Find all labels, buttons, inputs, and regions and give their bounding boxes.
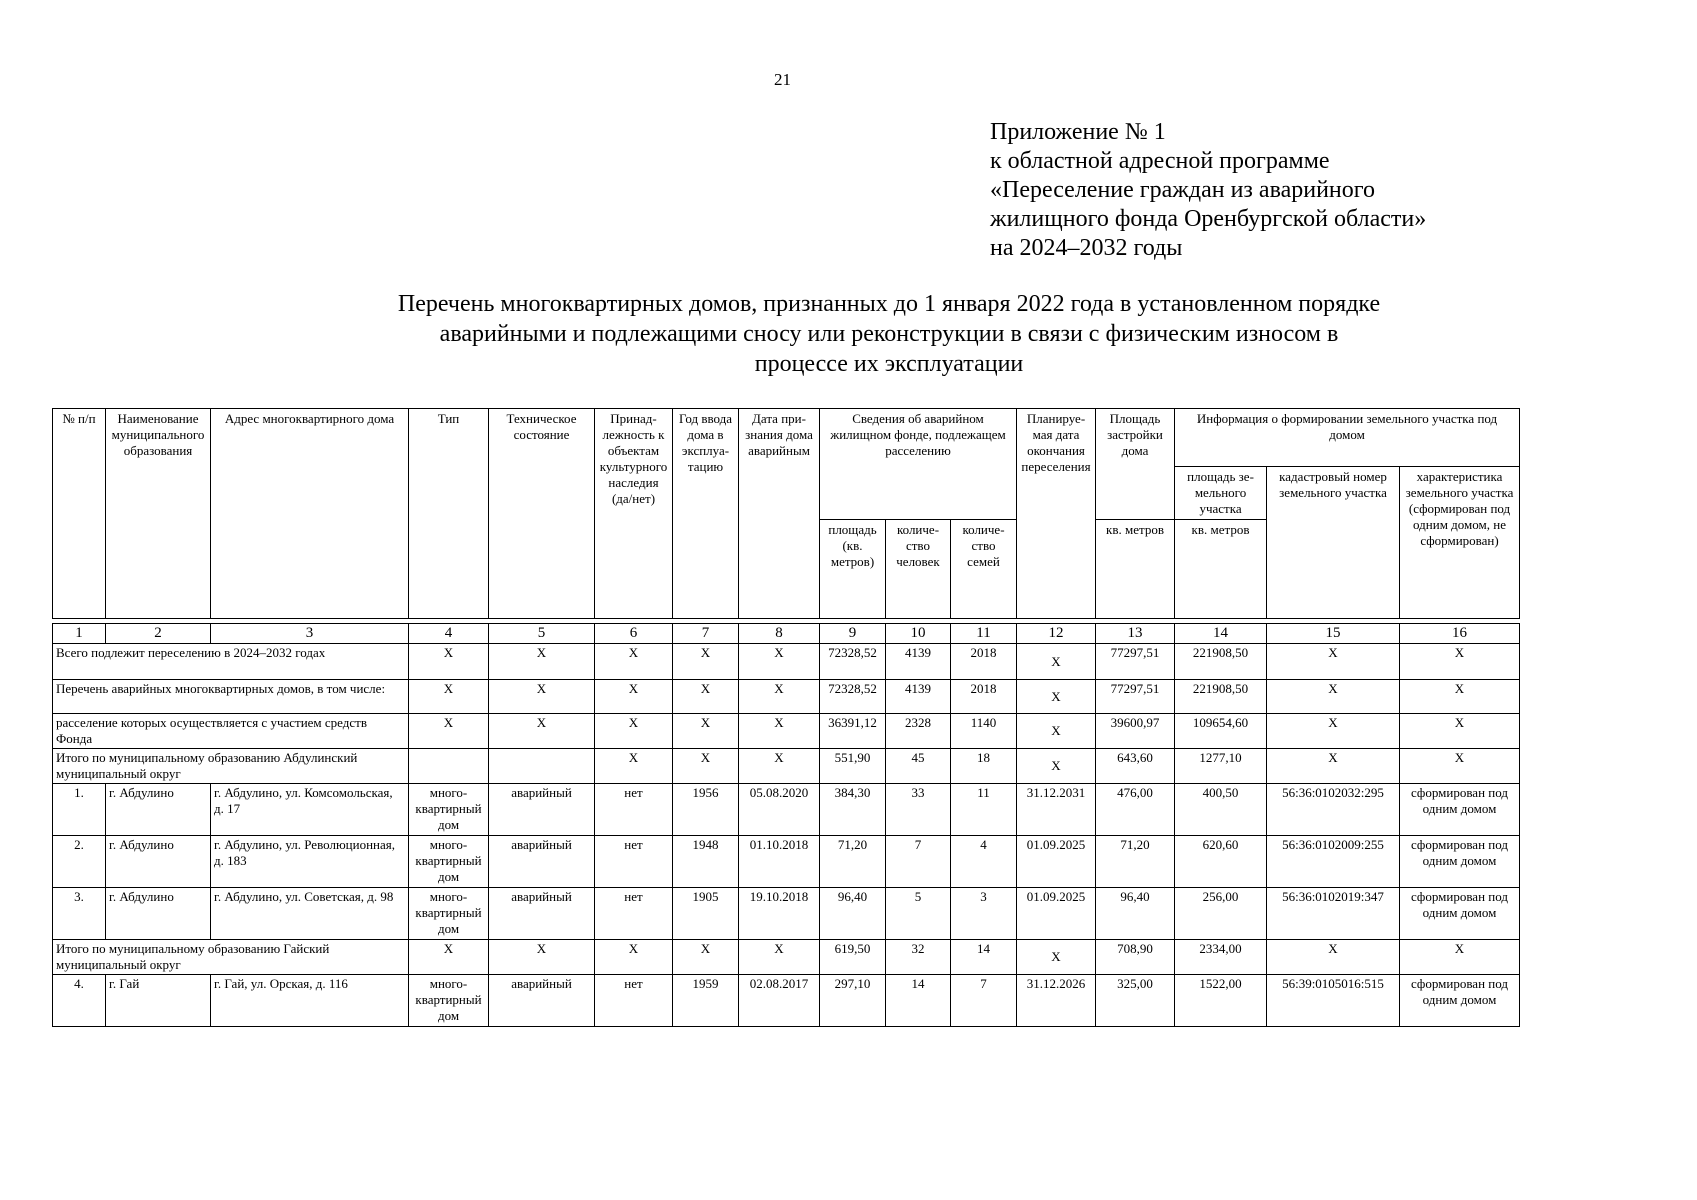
summary-cell-c8: Х: [739, 714, 820, 749]
summary-cell-c9: 36391,12: [820, 714, 886, 749]
row-address: г. Гай, ул. Орская, д. 116: [211, 975, 409, 1027]
summary-row: [53, 749, 1520, 784]
summary-cell-c11: 14: [951, 940, 1017, 975]
summary-cell-c13: 77297,51: [1096, 644, 1175, 680]
table-row: [53, 784, 1520, 836]
summary-label: Итого по муниципальному образованию Абдулинский муниципальный округ: [53, 749, 409, 784]
summary-cell-c9: 619,50: [820, 940, 886, 975]
summary-cell-c14: 2334,00: [1175, 940, 1267, 975]
column-number-cell: 16: [1400, 624, 1520, 644]
column-number-cell: 12: [1017, 624, 1096, 644]
row-cadastral: 56:36:0102019:347: [1267, 888, 1400, 940]
row-address: г. Абдулино, ул. Революционная, д. 183: [211, 836, 409, 888]
page-number: 21: [774, 70, 791, 89]
header-year: Год ввода дома в эксплуатацию: [673, 409, 739, 619]
summary-cell-c12: Х: [1017, 644, 1096, 680]
row-land-char: сформирован под одним домом: [1400, 975, 1520, 1027]
column-number-cell: 14: [1175, 624, 1267, 644]
row-land-char: сформирован под одним домом: [1400, 836, 1520, 888]
row-land-area: 1522,00: [1175, 975, 1267, 1027]
column-number-cell: 3: [211, 624, 409, 644]
summary-cell-c14: 109654,60: [1175, 714, 1267, 749]
row-year: 1905: [673, 888, 739, 940]
row-building-area: 71,20: [1096, 836, 1175, 888]
row-area: 71,20: [820, 836, 886, 888]
summary-cell-c11: 18: [951, 749, 1017, 784]
row-heritage: нет: [595, 836, 673, 888]
column-number-cell: 7: [673, 624, 739, 644]
column-number-cell: 15: [1267, 624, 1400, 644]
houses-table: [52, 408, 1519, 1027]
summary-cell-c11: 2018: [951, 680, 1017, 714]
summary-row: [53, 714, 1520, 749]
header-land-area: площадь земельного участка: [1175, 467, 1267, 520]
column-number-cell: 5: [489, 624, 595, 644]
row-people: 33: [886, 784, 951, 836]
summary-cell-c4: Х: [409, 644, 489, 680]
row-land-area: 256,00: [1175, 888, 1267, 940]
summary-label: расселение которых осуществляется с участием средств Фонда: [53, 714, 409, 749]
summary-cell-c5: Х: [489, 680, 595, 714]
summary-cell-c9: 72328,52: [820, 680, 886, 714]
table-row: [53, 975, 1520, 1027]
summary-cell-c16: Х: [1400, 940, 1520, 975]
row-area: 384,30: [820, 784, 886, 836]
row-municipality: г. Абдулино: [106, 836, 211, 888]
summary-cell-c7: Х: [673, 940, 739, 975]
summary-cell-c10: 2328: [886, 714, 951, 749]
summary-cell-c6: Х: [595, 940, 673, 975]
row-building-area: 325,00: [1096, 975, 1175, 1027]
summary-cell-c5: [489, 749, 595, 784]
summary-cell-c15: Х: [1267, 644, 1400, 680]
row-land-char: сформирован под одним домом: [1400, 888, 1520, 940]
header-building-area-unit: кв. метров: [1096, 520, 1175, 619]
title-line: процессе их эксплуатации: [754, 351, 1024, 377]
summary-cell-c9: 551,90: [820, 749, 886, 784]
summary-cell-c7: Х: [673, 714, 739, 749]
row-tech-state: аварийный: [489, 784, 595, 836]
column-number-cell: 10: [886, 624, 951, 644]
column-number-cell: 2: [106, 624, 211, 644]
row-land-area: 400,50: [1175, 784, 1267, 836]
row-number: 2.: [53, 836, 106, 888]
summary-cell-c10: 45: [886, 749, 951, 784]
row-year: 1948: [673, 836, 739, 888]
row-planned-end: 01.09.2025: [1017, 836, 1096, 888]
row-building-area: 476,00: [1096, 784, 1175, 836]
row-number: 4.: [53, 975, 106, 1027]
title-line: Перечень многоквартирных домов, признанных до 1 января 2022 года в установленном порядке: [397, 291, 1381, 317]
row-planned-end: 01.09.2025: [1017, 888, 1096, 940]
row-families: 11: [951, 784, 1017, 836]
summary-cell-c16: Х: [1400, 644, 1520, 680]
column-number-cell: 13: [1096, 624, 1175, 644]
summary-cell-c5: Х: [489, 714, 595, 749]
row-area: 96,40: [820, 888, 886, 940]
summary-cell-c14: 221908,50: [1175, 644, 1267, 680]
summary-cell-c12: Х: [1017, 940, 1096, 975]
column-number-cell: 4: [409, 624, 489, 644]
row-tech-state: аварийный: [489, 836, 595, 888]
header-people: количество человек: [886, 520, 951, 619]
row-cadastral: 56:36:0102032:295: [1267, 784, 1400, 836]
row-type: многоквартирный дом: [409, 888, 489, 940]
summary-cell-c15: Х: [1267, 749, 1400, 784]
header-cadastral: кадастровый номер земельного участка: [1267, 467, 1400, 619]
table-rows: [53, 624, 1520, 1027]
summary-cell-c12: Х: [1017, 749, 1096, 784]
row-people: 5: [886, 888, 951, 940]
summary-cell-c5: Х: [489, 644, 595, 680]
row-land-area: 620,60: [1175, 836, 1267, 888]
summary-cell-c13: 77297,51: [1096, 680, 1175, 714]
header-type: Тип: [409, 409, 489, 619]
header-land-info: Информация о формировании земельного участка под домом: [1175, 409, 1520, 467]
header-no: № п/п: [53, 409, 106, 619]
header-building-area: Площадь застройки дома: [1096, 409, 1175, 520]
summary-cell-c7: Х: [673, 749, 739, 784]
row-planned-end: 31.12.2031: [1017, 784, 1096, 836]
summary-label: Итого по муниципальному образованию Гайский муниципальный округ: [53, 940, 409, 975]
header-address: Адрес многоквартирного дома: [211, 409, 409, 619]
table-row: [53, 888, 1520, 940]
row-planned-end: 31.12.2026: [1017, 975, 1096, 1027]
summary-cell-c13: 39600,97: [1096, 714, 1175, 749]
row-year: 1956: [673, 784, 739, 836]
header-municipality: Наименование муниципального образования: [106, 409, 211, 619]
header-families: количество семей: [951, 520, 1017, 619]
row-municipality: г. Абдулино: [106, 888, 211, 940]
row-number: 3.: [53, 888, 106, 940]
row-heritage: нет: [595, 888, 673, 940]
column-numbers-row: [53, 624, 1520, 644]
summary-cell-c16: Х: [1400, 680, 1520, 714]
row-heritage: нет: [595, 975, 673, 1027]
summary-row: [53, 644, 1520, 680]
row-number: 1.: [53, 784, 106, 836]
appendix-line: на 2024–2032 годы: [990, 235, 1183, 261]
summary-cell-c4: Х: [409, 680, 489, 714]
summary-cell-c8: Х: [739, 940, 820, 975]
row-cadastral: 56:39:0105016:515: [1267, 975, 1400, 1027]
row-year: 1959: [673, 975, 739, 1027]
row-type: многоквартирный дом: [409, 784, 489, 836]
summary-label: Всего подлежит переселению в 2024–2032 годах: [53, 644, 409, 680]
row-heritage: нет: [595, 784, 673, 836]
row-recognition-date: 19.10.2018: [739, 888, 820, 940]
header-planned-end: Планируемая дата окончания переселения: [1017, 409, 1096, 619]
row-recognition-date: 05.08.2020: [739, 784, 820, 836]
summary-cell-c14: 221908,50: [1175, 680, 1267, 714]
row-address: г. Абдулино, ул. Комсомольская, д. 17: [211, 784, 409, 836]
column-number-cell: 8: [739, 624, 820, 644]
row-tech-state: аварийный: [489, 888, 595, 940]
row-type: многоквартирный дом: [409, 836, 489, 888]
summary-cell-c11: 1140: [951, 714, 1017, 749]
column-number-cell: 9: [820, 624, 886, 644]
summary-cell-c16: Х: [1400, 749, 1520, 784]
summary-row: [53, 680, 1520, 714]
summary-cell-c15: Х: [1267, 940, 1400, 975]
row-type: многоквартирный дом: [409, 975, 489, 1027]
summary-cell-c10: 32: [886, 940, 951, 975]
summary-cell-c14: 1277,10: [1175, 749, 1267, 784]
title-line: аварийными и подлежащими сносу или реконструкции в связи с физическим износом в: [439, 321, 1339, 347]
appendix-heading: [990, 118, 1426, 263]
appendix-line: к областной адресной программе: [990, 148, 1330, 174]
header-resettlement-info: Сведения об аварийном жилищном фонде, подлежащем расселению: [820, 409, 1017, 520]
row-tech-state: аварийный: [489, 975, 595, 1027]
appendix-line: «Переселение граждан из аварийного: [990, 177, 1376, 203]
header-land-area-unit: кв. метров: [1175, 520, 1267, 619]
summary-cell-c16: Х: [1400, 714, 1520, 749]
summary-row: [53, 940, 1520, 975]
summary-label: Перечень аварийных многоквартирных домов, в том числе:: [53, 680, 409, 714]
summary-cell-c7: Х: [673, 680, 739, 714]
summary-cell-c15: Х: [1267, 680, 1400, 714]
row-municipality: г. Абдулино: [106, 784, 211, 836]
table-body: [52, 623, 1520, 1027]
row-families: 4: [951, 836, 1017, 888]
header-tech-state: Техническое состояние: [489, 409, 595, 619]
row-cadastral: 56:36:0102009:255: [1267, 836, 1400, 888]
summary-cell-c5: Х: [489, 940, 595, 975]
row-municipality: г. Гай: [106, 975, 211, 1027]
row-families: 3: [951, 888, 1017, 940]
summary-cell-c8: Х: [739, 680, 820, 714]
summary-cell-c13: 708,90: [1096, 940, 1175, 975]
summary-cell-c8: Х: [739, 644, 820, 680]
summary-cell-c6: Х: [595, 749, 673, 784]
row-area: 297,10: [820, 975, 886, 1027]
header-land-char: характеристика земельного участка (сформирован под одним домом, не сформирован): [1400, 467, 1520, 619]
summary-cell-c4: Х: [409, 714, 489, 749]
row-families: 7: [951, 975, 1017, 1027]
row-building-area: 96,40: [1096, 888, 1175, 940]
appendix-line: жилищного фонда Оренбургской области»: [990, 206, 1427, 232]
table-header: [52, 408, 1520, 619]
summary-cell-c7: Х: [673, 644, 739, 680]
summary-cell-c4: [409, 749, 489, 784]
summary-cell-c12: Х: [1017, 680, 1096, 714]
column-number-cell: 1: [53, 624, 106, 644]
row-address: г. Абдулино, ул. Советская, д. 98: [211, 888, 409, 940]
row-people: 14: [886, 975, 951, 1027]
row-recognition-date: 02.08.2017: [739, 975, 820, 1027]
summary-cell-c11: 2018: [951, 644, 1017, 680]
row-land-char: сформирован под одним домом: [1400, 784, 1520, 836]
summary-cell-c6: Х: [595, 714, 673, 749]
summary-cell-c12: Х: [1017, 714, 1096, 749]
column-number-cell: 6: [595, 624, 673, 644]
header-area: площадь (кв. метров): [820, 520, 886, 619]
summary-cell-c10: 4139: [886, 680, 951, 714]
appendix-line: Приложение № 1: [990, 119, 1166, 145]
row-recognition-date: 01.10.2018: [739, 836, 820, 888]
summary-cell-c13: 643,60: [1096, 749, 1175, 784]
summary-cell-c15: Х: [1267, 714, 1400, 749]
summary-cell-c8: Х: [739, 749, 820, 784]
summary-cell-c6: Х: [595, 680, 673, 714]
header-heritage: Принадлежность к объектам культурного наследия (да/нет): [595, 409, 673, 619]
row-people: 7: [886, 836, 951, 888]
summary-cell-c6: Х: [595, 644, 673, 680]
summary-cell-c9: 72328,52: [820, 644, 886, 680]
summary-cell-c10: 4139: [886, 644, 951, 680]
table-row: [53, 836, 1520, 888]
header-recognition-date: Дата признания дома аварийным: [739, 409, 820, 619]
column-number-cell: 11: [951, 624, 1017, 644]
summary-cell-c4: Х: [409, 940, 489, 975]
document-title: [300, 289, 1478, 379]
